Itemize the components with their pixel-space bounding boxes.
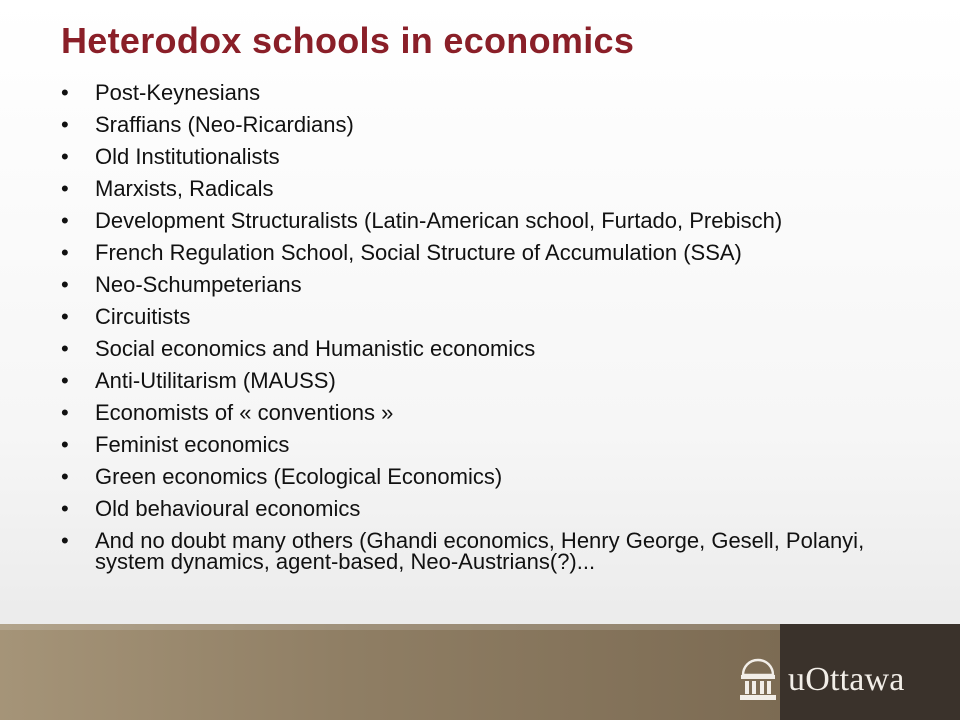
bullet-icon: • xyxy=(61,272,69,297)
bullet-icon: • xyxy=(61,336,69,361)
bullet-icon: • xyxy=(61,304,69,329)
list-item xyxy=(0,274,960,295)
list-item-text: Circuitists xyxy=(95,304,191,329)
list-item xyxy=(0,178,960,199)
bullet-icon: • xyxy=(61,464,69,489)
bullet-icon: • xyxy=(61,368,69,393)
bullet-icon: • xyxy=(61,112,69,137)
list-item xyxy=(0,466,960,487)
list-item-text: Sraffians (Neo-Ricardians) xyxy=(95,112,354,137)
list-item-text: Economists of « conventions » xyxy=(95,400,394,425)
list-item xyxy=(0,82,960,103)
list-item-text: And no doubt many others (Ghandi economics, Henry George, Gesell, Polanyi, system dynamics, agent-based, Neo-Austrians(?)... xyxy=(95,528,865,574)
list-item-text: Marxists, Radicals xyxy=(95,176,274,201)
list-item xyxy=(0,210,960,231)
list-item-text: Feminist economics xyxy=(95,432,290,457)
list-item xyxy=(0,306,960,327)
slide-title: Heterodox schools in economics xyxy=(61,20,635,61)
bullet-list xyxy=(0,82,960,583)
uottawa-logo xyxy=(738,658,905,702)
list-item xyxy=(0,114,960,135)
list-item-text: Anti-Utilitarism (MAUSS) xyxy=(95,368,336,393)
list-item xyxy=(0,434,960,455)
list-item-text: Green economics (Ecological Economics) xyxy=(95,464,503,489)
list-item-text: Post-Keynesians xyxy=(95,80,261,105)
university-building-icon xyxy=(738,658,778,702)
list-item-text: Old Institutionalists xyxy=(95,144,280,169)
list-item xyxy=(0,370,960,391)
bullet-icon: • xyxy=(61,400,69,425)
list-item-text: Development Structuralists (Latin-American school, Furtado, Prebisch) xyxy=(95,208,783,233)
bullet-icon: • xyxy=(61,144,69,169)
list-item xyxy=(0,530,960,572)
bullet-icon: • xyxy=(61,432,69,457)
bullet-icon: • xyxy=(61,528,69,553)
list-item xyxy=(0,146,960,167)
list-item-text: Old behavioural economics xyxy=(95,496,361,521)
list-item-text: French Regulation School, Social Structure of Accumulation (SSA) xyxy=(95,240,742,265)
logo-wordmark: uOttawa xyxy=(788,661,905,698)
list-item xyxy=(0,402,960,423)
list-item xyxy=(0,242,960,263)
list-item xyxy=(0,338,960,359)
list-item-text: Social economics and Humanistic economics xyxy=(95,336,536,361)
bullet-icon: • xyxy=(61,208,69,233)
bullet-icon: • xyxy=(61,240,69,265)
bullet-icon: • xyxy=(61,80,69,105)
list-item xyxy=(0,498,960,519)
footer-gradient-band xyxy=(0,624,780,720)
bullet-icon: • xyxy=(61,496,69,521)
bullet-icon: • xyxy=(61,176,69,201)
list-item-text: Neo-Schumpeterians xyxy=(95,272,302,297)
